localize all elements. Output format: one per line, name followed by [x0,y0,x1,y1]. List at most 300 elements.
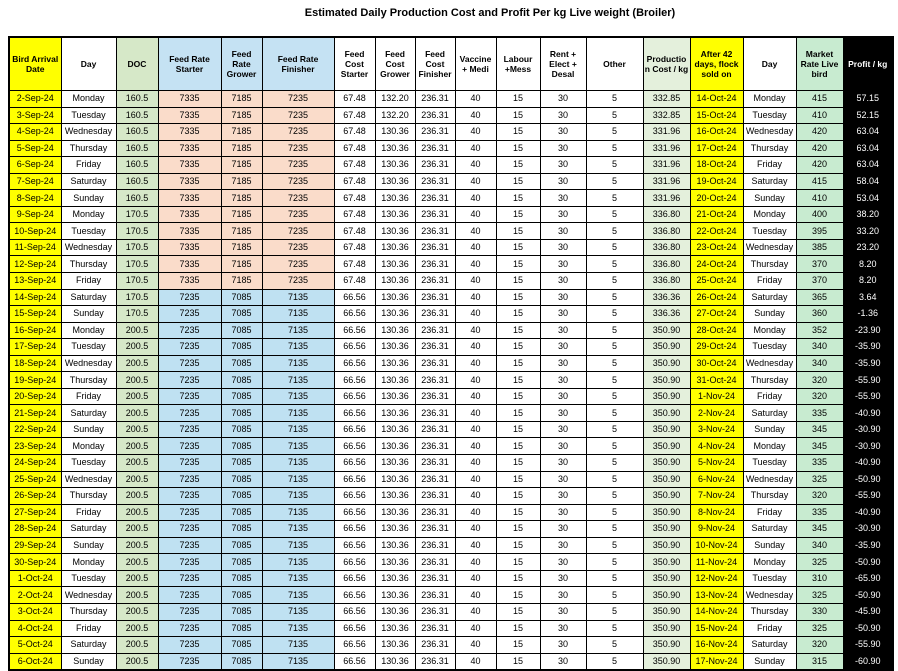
cell-day[interactable]: Friday [61,273,116,290]
cell-feed_rate_grower[interactable]: 7085 [221,637,262,654]
cell-vaccine_medi[interactable]: 40 [455,603,496,620]
cell-production_cost[interactable]: 350.90 [643,653,690,670]
cell-sold_on[interactable]: 14-Nov-24 [690,603,743,620]
cell-vaccine_medi[interactable]: 40 [455,124,496,141]
cell-feed_rate_starter[interactable]: 7235 [158,455,221,472]
cell-vaccine_medi[interactable]: 40 [455,587,496,604]
cell-feed_cost_finisher[interactable]: 236.31 [415,554,455,571]
cell-sold_on[interactable]: 3-Nov-24 [690,421,743,438]
cell-arrival[interactable]: 1-Oct-24 [9,570,61,587]
cell-profit[interactable]: -50.90 [843,587,893,604]
cell-labour_mess[interactable]: 15 [496,620,540,637]
cell-feed_cost_finisher[interactable]: 236.31 [415,355,455,372]
cell-rent_elect_desal[interactable]: 30 [540,554,586,571]
cell-doc[interactable]: 170.5 [116,223,158,240]
cell-profit[interactable]: -45.90 [843,603,893,620]
cell-profit[interactable]: 52.15 [843,107,893,124]
cell-market_rate[interactable]: 325 [796,471,843,488]
header-sold_on[interactable]: After 42 days, flock sold on [690,37,743,91]
cell-sold_day[interactable]: Thursday [743,256,796,273]
cell-production_cost[interactable]: 350.90 [643,405,690,422]
cell-feed_cost_finisher[interactable]: 236.31 [415,388,455,405]
cell-vaccine_medi[interactable]: 40 [455,637,496,654]
cell-sold_on[interactable]: 16-Nov-24 [690,637,743,654]
cell-labour_mess[interactable]: 15 [496,157,540,174]
cell-rent_elect_desal[interactable]: 30 [540,405,586,422]
cell-feed_cost_starter[interactable]: 66.56 [334,438,375,455]
cell-market_rate[interactable]: 320 [796,637,843,654]
cell-sold_day[interactable]: Tuesday [743,339,796,356]
cell-sold_on[interactable]: 21-Oct-24 [690,206,743,223]
cell-market_rate[interactable]: 335 [796,405,843,422]
cell-other[interactable]: 5 [586,140,643,157]
cell-arrival[interactable]: 11-Sep-24 [9,239,61,256]
cell-doc[interactable]: 170.5 [116,306,158,323]
cell-profit[interactable]: -55.90 [843,488,893,505]
header-labour_mess[interactable]: Labour +Mess [496,37,540,91]
cell-arrival[interactable]: 5-Sep-24 [9,140,61,157]
cell-production_cost[interactable]: 336.36 [643,306,690,323]
cell-other[interactable]: 5 [586,488,643,505]
cell-arrival[interactable]: 19-Sep-24 [9,372,61,389]
cell-sold_on[interactable]: 20-Oct-24 [690,190,743,207]
cell-rent_elect_desal[interactable]: 30 [540,273,586,290]
cell-rent_elect_desal[interactable]: 30 [540,322,586,339]
cell-production_cost[interactable]: 350.90 [643,438,690,455]
cell-doc[interactable]: 200.5 [116,570,158,587]
cell-arrival[interactable]: 8-Sep-24 [9,190,61,207]
cell-feed_rate_starter[interactable]: 7235 [158,537,221,554]
cell-feed_cost_grower[interactable]: 130.36 [375,190,415,207]
cell-rent_elect_desal[interactable]: 30 [540,107,586,124]
cell-sold_on[interactable]: 12-Nov-24 [690,570,743,587]
cell-labour_mess[interactable]: 15 [496,603,540,620]
cell-feed_cost_starter[interactable]: 67.48 [334,124,375,141]
cell-feed_cost_grower[interactable]: 130.36 [375,587,415,604]
cell-vaccine_medi[interactable]: 40 [455,355,496,372]
cell-doc[interactable]: 200.5 [116,372,158,389]
cell-sold_day[interactable]: Monday [743,91,796,108]
cell-vaccine_medi[interactable]: 40 [455,140,496,157]
cell-sold_on[interactable]: 7-Nov-24 [690,488,743,505]
cell-feed_rate_grower[interactable]: 7185 [221,107,262,124]
cell-market_rate[interactable]: 420 [796,124,843,141]
cell-feed_cost_starter[interactable]: 66.56 [334,554,375,571]
cell-vaccine_medi[interactable]: 40 [455,206,496,223]
cell-vaccine_medi[interactable]: 40 [455,438,496,455]
cell-rent_elect_desal[interactable]: 30 [540,306,586,323]
cell-sold_on[interactable]: 9-Nov-24 [690,521,743,538]
cell-feed_cost_finisher[interactable]: 236.31 [415,107,455,124]
cell-other[interactable]: 5 [586,455,643,472]
cell-feed_rate_finisher[interactable]: 7135 [262,455,334,472]
cell-sold_on[interactable]: 18-Oct-24 [690,157,743,174]
cell-market_rate[interactable]: 320 [796,372,843,389]
cell-sold_on[interactable]: 16-Oct-24 [690,124,743,141]
cell-feed_rate_finisher[interactable]: 7135 [262,421,334,438]
cell-vaccine_medi[interactable]: 40 [455,653,496,670]
cell-sold_on[interactable]: 25-Oct-24 [690,273,743,290]
cell-feed_rate_starter[interactable]: 7235 [158,438,221,455]
cell-feed_rate_starter[interactable]: 7235 [158,653,221,670]
cell-doc[interactable]: 200.5 [116,537,158,554]
cell-profit[interactable]: -55.90 [843,388,893,405]
cell-production_cost[interactable]: 350.90 [643,620,690,637]
cell-feed_rate_grower[interactable]: 7085 [221,455,262,472]
cell-feed_cost_finisher[interactable]: 236.31 [415,124,455,141]
cell-doc[interactable]: 170.5 [116,206,158,223]
cell-feed_rate_finisher[interactable]: 7235 [262,239,334,256]
cell-production_cost[interactable]: 350.90 [643,355,690,372]
cell-labour_mess[interactable]: 15 [496,124,540,141]
cell-arrival[interactable]: 3-Oct-24 [9,603,61,620]
cell-feed_cost_starter[interactable]: 66.56 [334,637,375,654]
cell-feed_rate_grower[interactable]: 7085 [221,620,262,637]
cell-feed_rate_starter[interactable]: 7335 [158,223,221,240]
cell-rent_elect_desal[interactable]: 30 [540,653,586,670]
cell-labour_mess[interactable]: 15 [496,190,540,207]
cell-vaccine_medi[interactable]: 40 [455,471,496,488]
cell-doc[interactable]: 160.5 [116,91,158,108]
cell-sold_on[interactable]: 14-Oct-24 [690,91,743,108]
cell-sold_day[interactable]: Sunday [743,421,796,438]
cell-vaccine_medi[interactable]: 40 [455,455,496,472]
cell-market_rate[interactable]: 340 [796,339,843,356]
cell-feed_rate_grower[interactable]: 7085 [221,537,262,554]
cell-feed_rate_finisher[interactable]: 7235 [262,173,334,190]
cell-rent_elect_desal[interactable]: 30 [540,173,586,190]
cell-sold_day[interactable]: Tuesday [743,223,796,240]
cell-feed_cost_starter[interactable]: 66.56 [334,322,375,339]
cell-labour_mess[interactable]: 15 [496,256,540,273]
cell-sold_day[interactable]: Saturday [743,521,796,538]
cell-labour_mess[interactable]: 15 [496,239,540,256]
cell-other[interactable]: 5 [586,306,643,323]
cell-day[interactable]: Friday [61,157,116,174]
header-day[interactable]: Day [61,37,116,91]
cell-profit[interactable]: -40.90 [843,455,893,472]
cell-rent_elect_desal[interactable]: 30 [540,587,586,604]
cell-day[interactable]: Thursday [61,140,116,157]
cell-doc[interactable]: 200.5 [116,603,158,620]
cell-profit[interactable]: -30.90 [843,521,893,538]
cell-market_rate[interactable]: 345 [796,521,843,538]
cell-day[interactable]: Monday [61,554,116,571]
cell-feed_cost_starter[interactable]: 67.48 [334,190,375,207]
cell-feed_rate_starter[interactable]: 7335 [158,273,221,290]
cell-vaccine_medi[interactable]: 40 [455,256,496,273]
cell-labour_mess[interactable]: 15 [496,421,540,438]
cell-feed_rate_finisher[interactable]: 7135 [262,504,334,521]
cell-feed_rate_finisher[interactable]: 7135 [262,587,334,604]
cell-feed_rate_grower[interactable]: 7185 [221,173,262,190]
cell-sold_on[interactable]: 13-Nov-24 [690,587,743,604]
cell-feed_cost_finisher[interactable]: 236.31 [415,455,455,472]
cell-doc[interactable]: 160.5 [116,190,158,207]
cell-feed_rate_grower[interactable]: 7185 [221,190,262,207]
header-feed_rate_finisher[interactable]: Feed Rate Finisher [262,37,334,91]
cell-labour_mess[interactable]: 15 [496,637,540,654]
cell-feed_cost_starter[interactable]: 67.48 [334,91,375,108]
cell-sold_day[interactable]: Wednesday [743,587,796,604]
cell-vaccine_medi[interactable]: 40 [455,388,496,405]
cell-feed_rate_grower[interactable]: 7185 [221,140,262,157]
cell-labour_mess[interactable]: 15 [496,554,540,571]
cell-doc[interactable]: 200.5 [116,488,158,505]
cell-profit[interactable]: 23.20 [843,239,893,256]
cell-market_rate[interactable]: 415 [796,173,843,190]
cell-feed_rate_finisher[interactable]: 7235 [262,256,334,273]
cell-feed_cost_finisher[interactable]: 236.31 [415,537,455,554]
cell-vaccine_medi[interactable]: 40 [455,107,496,124]
cell-rent_elect_desal[interactable]: 30 [540,603,586,620]
cell-feed_rate_finisher[interactable]: 7135 [262,521,334,538]
cell-labour_mess[interactable]: 15 [496,537,540,554]
cell-other[interactable]: 5 [586,289,643,306]
cell-vaccine_medi[interactable]: 40 [455,223,496,240]
header-rent_elect_desal[interactable]: Rent + Elect + Desal [540,37,586,91]
cell-doc[interactable]: 200.5 [116,421,158,438]
cell-feed_cost_grower[interactable]: 130.36 [375,653,415,670]
cell-feed_rate_starter[interactable]: 7335 [158,206,221,223]
cell-profit[interactable]: -40.90 [843,504,893,521]
cell-doc[interactable]: 200.5 [116,504,158,521]
cell-rent_elect_desal[interactable]: 30 [540,372,586,389]
cell-day[interactable]: Saturday [61,289,116,306]
cell-sold_day[interactable]: Saturday [743,405,796,422]
cell-day[interactable]: Wednesday [61,587,116,604]
cell-feed_cost_grower[interactable]: 130.36 [375,140,415,157]
cell-feed_rate_finisher[interactable]: 7135 [262,405,334,422]
cell-production_cost[interactable]: 350.90 [643,421,690,438]
cell-labour_mess[interactable]: 15 [496,405,540,422]
cell-profit[interactable]: 57.15 [843,91,893,108]
cell-day[interactable]: Thursday [61,372,116,389]
cell-profit[interactable]: -1.36 [843,306,893,323]
cell-feed_cost_grower[interactable]: 130.36 [375,289,415,306]
cell-sold_day[interactable]: Thursday [743,603,796,620]
cell-sold_day[interactable]: Monday [743,206,796,223]
cell-other[interactable]: 5 [586,239,643,256]
cell-day[interactable]: Sunday [61,653,116,670]
cell-profit[interactable]: 33.20 [843,223,893,240]
cell-feed_cost_starter[interactable]: 66.56 [334,620,375,637]
cell-other[interactable]: 5 [586,620,643,637]
cell-feed_cost_finisher[interactable]: 236.31 [415,223,455,240]
cell-feed_cost_starter[interactable]: 67.48 [334,239,375,256]
header-arrival[interactable]: Bird Arrival Date [9,37,61,91]
cell-feed_cost_finisher[interactable]: 236.31 [415,603,455,620]
cell-other[interactable]: 5 [586,273,643,290]
cell-feed_rate_starter[interactable]: 7235 [158,587,221,604]
cell-other[interactable]: 5 [586,124,643,141]
cell-arrival[interactable]: 10-Sep-24 [9,223,61,240]
cell-feed_cost_grower[interactable]: 132.20 [375,107,415,124]
cell-sold_on[interactable]: 29-Oct-24 [690,339,743,356]
cell-market_rate[interactable]: 410 [796,190,843,207]
cell-production_cost[interactable]: 350.90 [643,372,690,389]
cell-profit[interactable]: 3.64 [843,289,893,306]
cell-production_cost[interactable]: 331.96 [643,157,690,174]
cell-market_rate[interactable]: 320 [796,388,843,405]
cell-sold_on[interactable]: 10-Nov-24 [690,537,743,554]
cell-production_cost[interactable]: 350.90 [643,587,690,604]
cell-profit[interactable]: -65.90 [843,570,893,587]
cell-feed_rate_finisher[interactable]: 7135 [262,322,334,339]
cell-feed_rate_starter[interactable]: 7235 [158,471,221,488]
cell-feed_cost_starter[interactable]: 67.48 [334,256,375,273]
cell-doc[interactable]: 170.5 [116,256,158,273]
cell-day[interactable]: Tuesday [61,107,116,124]
cell-feed_rate_finisher[interactable]: 7135 [262,488,334,505]
cell-feed_cost_starter[interactable]: 66.56 [334,289,375,306]
cell-market_rate[interactable]: 310 [796,570,843,587]
cell-feed_cost_grower[interactable]: 130.36 [375,273,415,290]
cell-feed_cost_finisher[interactable]: 236.31 [415,570,455,587]
cell-doc[interactable]: 170.5 [116,239,158,256]
cell-labour_mess[interactable]: 15 [496,372,540,389]
cell-feed_rate_starter[interactable]: 7235 [158,521,221,538]
cell-arrival[interactable]: 2-Sep-24 [9,91,61,108]
cell-rent_elect_desal[interactable]: 30 [540,521,586,538]
cell-sold_day[interactable]: Monday [743,438,796,455]
cell-day[interactable]: Saturday [61,521,116,538]
cell-other[interactable]: 5 [586,587,643,604]
cell-vaccine_medi[interactable]: 40 [455,372,496,389]
cell-production_cost[interactable]: 336.36 [643,289,690,306]
header-feed_cost_starter[interactable]: Feed Cost Starter [334,37,375,91]
cell-feed_rate_starter[interactable]: 7235 [158,504,221,521]
cell-feed_cost_grower[interactable]: 130.36 [375,405,415,422]
cell-doc[interactable]: 200.5 [116,438,158,455]
cell-feed_rate_grower[interactable]: 7085 [221,587,262,604]
cell-other[interactable]: 5 [586,471,643,488]
cell-rent_elect_desal[interactable]: 30 [540,206,586,223]
cell-sold_day[interactable]: Wednesday [743,124,796,141]
cell-feed_rate_finisher[interactable]: 7135 [262,570,334,587]
cell-feed_cost_grower[interactable]: 130.36 [375,223,415,240]
cell-doc[interactable]: 200.5 [116,355,158,372]
cell-feed_rate_starter[interactable]: 7235 [158,405,221,422]
cell-day[interactable]: Sunday [61,537,116,554]
cell-labour_mess[interactable]: 15 [496,521,540,538]
cell-sold_day[interactable]: Sunday [743,653,796,670]
cell-sold_on[interactable]: 4-Nov-24 [690,438,743,455]
cell-market_rate[interactable]: 360 [796,306,843,323]
cell-doc[interactable]: 200.5 [116,455,158,472]
cell-sold_day[interactable]: Monday [743,554,796,571]
cell-profit[interactable]: -30.90 [843,421,893,438]
cell-doc[interactable]: 200.5 [116,405,158,422]
cell-rent_elect_desal[interactable]: 30 [540,637,586,654]
cell-arrival[interactable]: 16-Sep-24 [9,322,61,339]
cell-feed_cost_starter[interactable]: 67.48 [334,223,375,240]
cell-profit[interactable]: -35.90 [843,355,893,372]
cell-feed_cost_starter[interactable]: 66.56 [334,504,375,521]
cell-doc[interactable]: 160.5 [116,173,158,190]
cell-other[interactable]: 5 [586,554,643,571]
cell-labour_mess[interactable]: 15 [496,306,540,323]
cell-feed_rate_grower[interactable]: 7185 [221,206,262,223]
cell-market_rate[interactable]: 415 [796,91,843,108]
cell-arrival[interactable]: 23-Sep-24 [9,438,61,455]
cell-vaccine_medi[interactable]: 40 [455,421,496,438]
cell-doc[interactable]: 160.5 [116,157,158,174]
cell-feed_cost_grower[interactable]: 130.36 [375,206,415,223]
header-feed_rate_starter[interactable]: Feed Rate Starter [158,37,221,91]
header-feed_cost_finisher[interactable]: Feed Cost Finisher [415,37,455,91]
cell-feed_rate_starter[interactable]: 7335 [158,124,221,141]
cell-feed_cost_grower[interactable]: 130.36 [375,339,415,356]
cell-arrival[interactable]: 2-Oct-24 [9,587,61,604]
cell-labour_mess[interactable]: 15 [496,504,540,521]
cell-profit[interactable]: -55.90 [843,372,893,389]
cell-feed_rate_finisher[interactable]: 7235 [262,206,334,223]
cell-feed_rate_grower[interactable]: 7185 [221,239,262,256]
cell-sold_on[interactable]: 17-Oct-24 [690,140,743,157]
cell-rent_elect_desal[interactable]: 30 [540,289,586,306]
cell-feed_rate_starter[interactable]: 7335 [158,157,221,174]
cell-day[interactable]: Wednesday [61,124,116,141]
cell-other[interactable]: 5 [586,190,643,207]
cell-profit[interactable]: -23.90 [843,322,893,339]
cell-vaccine_medi[interactable]: 40 [455,273,496,290]
cell-sold_on[interactable]: 31-Oct-24 [690,372,743,389]
cell-sold_on[interactable]: 27-Oct-24 [690,306,743,323]
cell-feed_cost_finisher[interactable]: 236.31 [415,190,455,207]
cell-vaccine_medi[interactable]: 40 [455,521,496,538]
cell-feed_cost_finisher[interactable]: 236.31 [415,521,455,538]
cell-labour_mess[interactable]: 15 [496,107,540,124]
cell-feed_cost_finisher[interactable]: 236.31 [415,140,455,157]
cell-feed_cost_grower[interactable]: 132.20 [375,91,415,108]
cell-feed_cost_starter[interactable]: 67.48 [334,206,375,223]
cell-profit[interactable]: -50.90 [843,554,893,571]
cell-feed_cost_starter[interactable]: 66.56 [334,421,375,438]
cell-profit[interactable]: 38.20 [843,206,893,223]
cell-feed_rate_starter[interactable]: 7335 [158,190,221,207]
cell-feed_rate_grower[interactable]: 7085 [221,322,262,339]
cell-arrival[interactable]: 6-Oct-24 [9,653,61,670]
cell-feed_cost_grower[interactable]: 130.36 [375,355,415,372]
cell-feed_cost_finisher[interactable]: 236.31 [415,587,455,604]
cell-market_rate[interactable]: 370 [796,256,843,273]
cell-rent_elect_desal[interactable]: 30 [540,537,586,554]
cell-day[interactable]: Wednesday [61,239,116,256]
cell-feed_cost_grower[interactable]: 130.36 [375,372,415,389]
cell-day[interactable]: Thursday [61,488,116,505]
cell-feed_cost_starter[interactable]: 66.56 [334,603,375,620]
cell-feed_cost_starter[interactable]: 66.56 [334,570,375,587]
cell-arrival[interactable]: 9-Sep-24 [9,206,61,223]
cell-feed_cost_finisher[interactable]: 236.31 [415,306,455,323]
cell-sold_on[interactable]: 28-Oct-24 [690,322,743,339]
cell-sold_on[interactable]: 26-Oct-24 [690,289,743,306]
cell-feed_rate_starter[interactable]: 7235 [158,421,221,438]
cell-feed_cost_starter[interactable]: 66.56 [334,587,375,604]
cell-feed_rate_finisher[interactable]: 7135 [262,537,334,554]
cell-feed_rate_finisher[interactable]: 7235 [262,273,334,290]
cell-production_cost[interactable]: 350.90 [643,388,690,405]
cell-feed_cost_finisher[interactable]: 236.31 [415,239,455,256]
header-doc[interactable]: DOC [116,37,158,91]
cell-doc[interactable]: 160.5 [116,107,158,124]
cell-market_rate[interactable]: 325 [796,554,843,571]
cell-feed_rate_grower[interactable]: 7085 [221,388,262,405]
cell-market_rate[interactable]: 352 [796,322,843,339]
cell-feed_rate_starter[interactable]: 7235 [158,306,221,323]
cell-market_rate[interactable]: 340 [796,537,843,554]
